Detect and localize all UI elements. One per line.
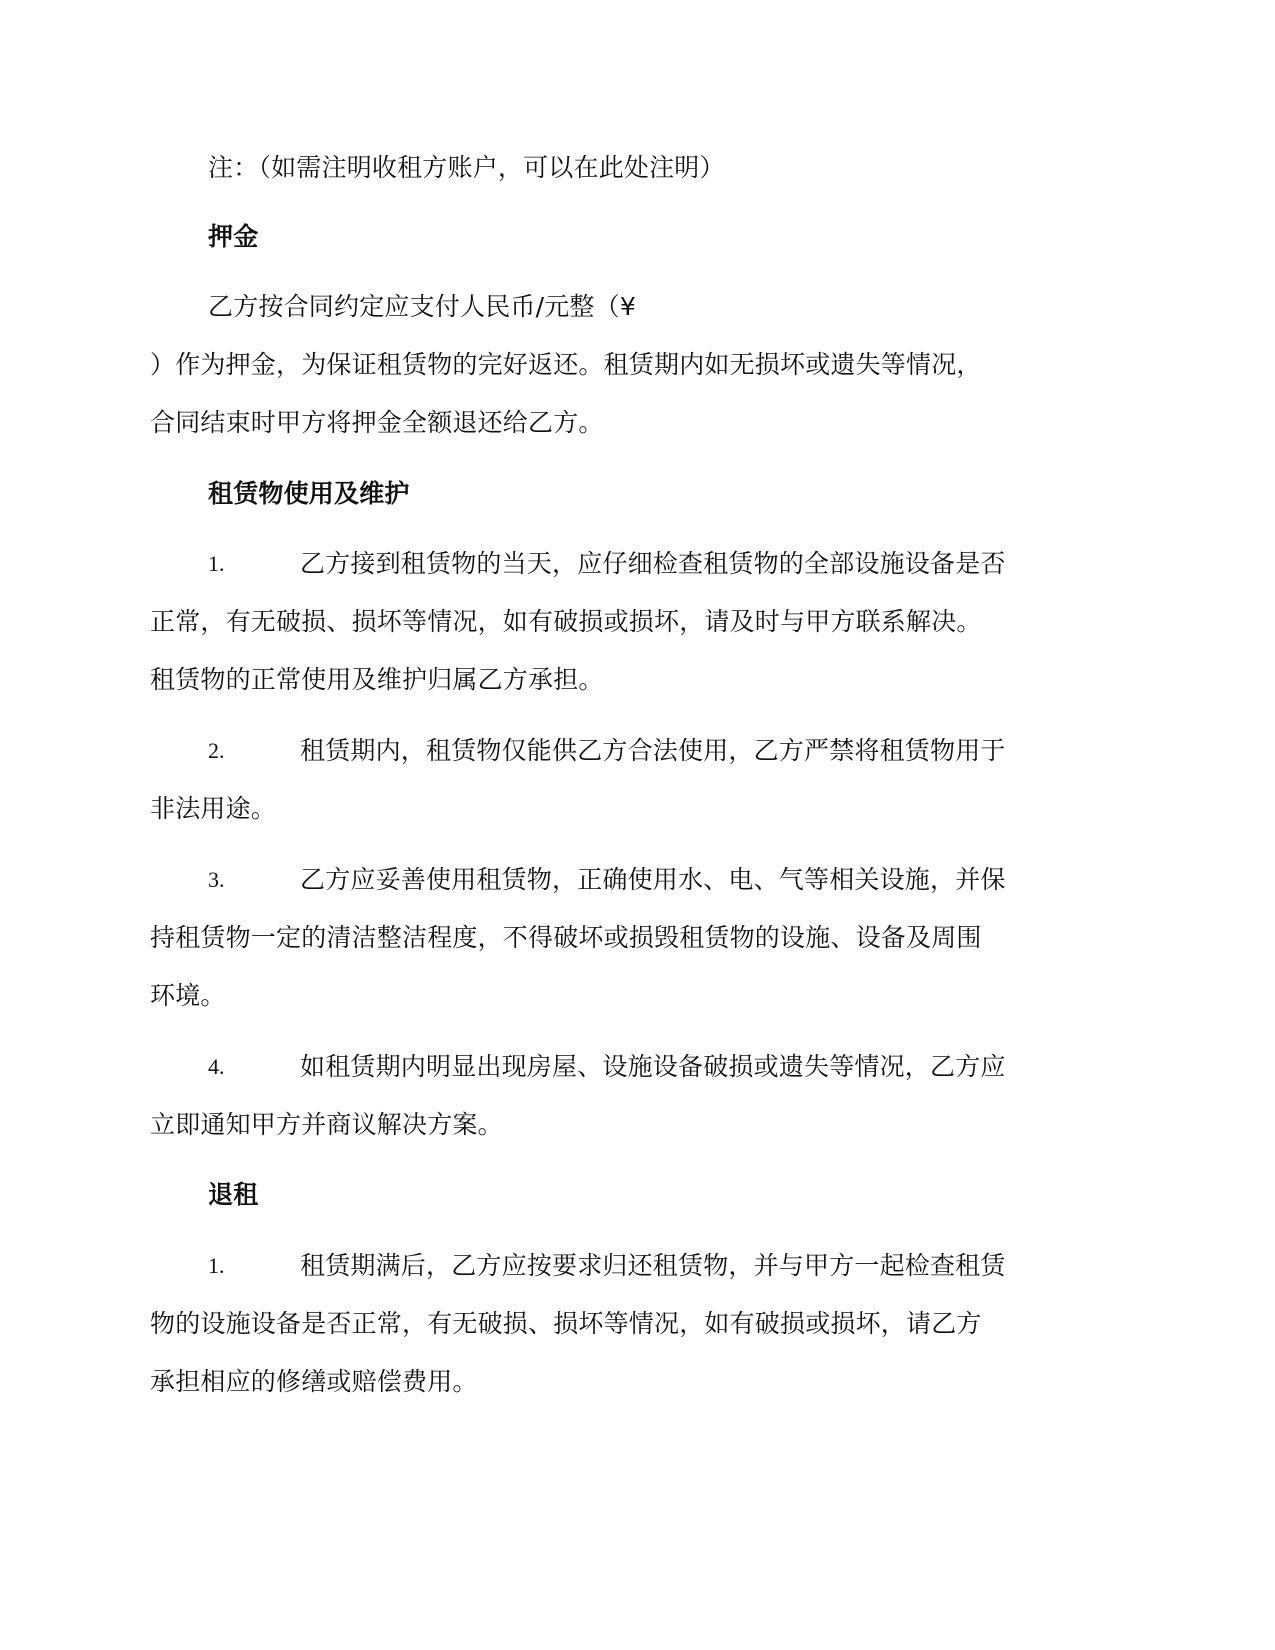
list-number: 4. — [208, 1054, 225, 1079]
list-number: 1. — [208, 1253, 225, 1278]
list-item-line: 乙方应妥善使用租赁物，正确使用水、电、气等相关设施，并保 — [300, 865, 1006, 894]
list-item-line: 持租赁物一定的清洁整洁程度，不得破坏或损毁租赁物的设施、设备及周围 — [150, 923, 982, 952]
list-item-line: 如租赁期内明显出现房屋、设施设备破损或遗失等情况，乙方应 — [300, 1052, 1006, 1081]
section-heading-termination: 退租 — [208, 1180, 259, 1209]
deposit-line-3: 合同结束时甲方将押金全额退还给乙方。 — [150, 408, 604, 437]
deposit-line-1: 乙方按合同约定应支付人民币/元整（¥ — [208, 292, 636, 321]
list-item-line: 乙方接到租赁物的当天，应仔细检查租赁物的全部设施设备是否 — [300, 549, 1006, 578]
section-heading-use-maintenance: 租赁物使用及维护 — [208, 479, 410, 508]
list-item-line: 立即通知甲方并商议解决方案。 — [150, 1110, 503, 1139]
list-item-line: 承担相应的修缮或赔偿费用。 — [150, 1367, 478, 1396]
note-paragraph: 注：（如需注明收租方账户，可以在此处注明） — [208, 153, 725, 182]
list-number: 3. — [208, 867, 225, 892]
list-item-line: 非法用途。 — [150, 794, 277, 823]
list-number: 1. — [208, 551, 225, 576]
list-item-line: 租赁期满后，乙方应按要求归还租赁物，并与甲方一起检查租赁 — [300, 1251, 1006, 1280]
list-item-line: 正常，有无破损、损坏等情况，如有破损或损坏，请及时与甲方联系解决。 — [150, 607, 982, 636]
list-number: 2. — [208, 738, 225, 763]
list-item-line: 租赁期内，租赁物仅能供乙方合法使用，乙方严禁将租赁物用于 — [300, 736, 1006, 765]
list-item-line: 物的设施设备是否正常，有无破损、损坏等情况，如有破损或损坏，请乙方 — [150, 1309, 982, 1338]
section-heading-deposit: 押金 — [208, 222, 259, 251]
deposit-line-2: ）作为押金，为保证租赁物的完好返还。租赁期内如无损坏或遗失等情况， — [150, 350, 982, 379]
list-item-line: 环境。 — [150, 981, 226, 1010]
list-item-line: 租赁物的正常使用及维护归属乙方承担。 — [150, 665, 604, 694]
